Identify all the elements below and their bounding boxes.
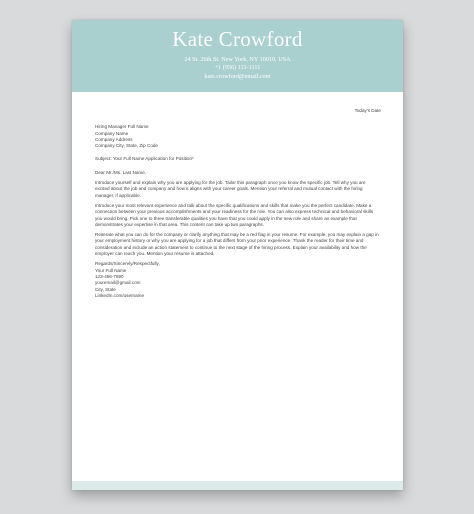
paragraph-intro: Introduce yourself and explain why you are applying for the job. Tailor this paragraph once you know the specific job. Tell why you are excited about the job and company and how it aligns with your career goals. Mention your referral and mutual contact with the hiring manager, if applicable. [95,180,366,198]
letterhead [72,20,403,92]
letter-date: Today's Date [354,108,381,113]
letter-page [72,20,403,490]
recipient-name: Hiring Manager Full Name [95,124,149,130]
sender-name: Kate Crowford [172,27,303,51]
subject-line: Subject: Your Full Name Application for Position* [95,156,194,162]
recipient-address: Company Address [95,136,133,142]
closing-phrase: Regards/Sincerely/Respectfully, [95,261,160,267]
recipient-city: Company City, State, Zip Code [95,143,158,149]
signature-name: Your Full Name [95,267,127,273]
signature-block [95,268,381,299]
signature-email: youremail@gmail.com [95,280,141,286]
recipient-company: Company Name [95,130,129,136]
letter-body [95,108,381,299]
salutation: Dear Mr./Ms. Last Name, [95,169,147,175]
sender-phone: +1 (956) 111-1111 [214,64,261,72]
signature-linkedin: LinkedIn.com/username [95,292,145,298]
sender-address: 24 St. 26th St. New York, NY 10010, USA [184,56,291,63]
sender-email: kate.crowford@email.com [204,72,271,80]
recipient-block [95,124,381,149]
signature-phone: 123-456-7890 [95,273,124,279]
paragraph-experience: Introduce your most relevant experience and talk about the specific qualifications and skills that make you the perfect candidate. Make a connection between your previous accomplishments and your readiness for the role. You can also express technical and behavioral skills you would bring. Pick one to three transferable qualities you have that you could apply in the new role and share an example that demonstrates your expertise in that area. This content can take up two paragraphs. [95,202,374,227]
paragraph-closing: Reiterate what you can do for the company or clarify anything that may be a red flag in your resume. For example, you may explain a gap in your employment history or why you are applying for a job that differs from your prior experience. Thank the reader for their time and consideration and include an action statement to continue to the next stage of the hiring process. Explain your availability and how the employer can reach you. Mention your resume is attached. [95,232,379,257]
footer-band [72,481,403,490]
signature-location: City, State [95,286,116,292]
